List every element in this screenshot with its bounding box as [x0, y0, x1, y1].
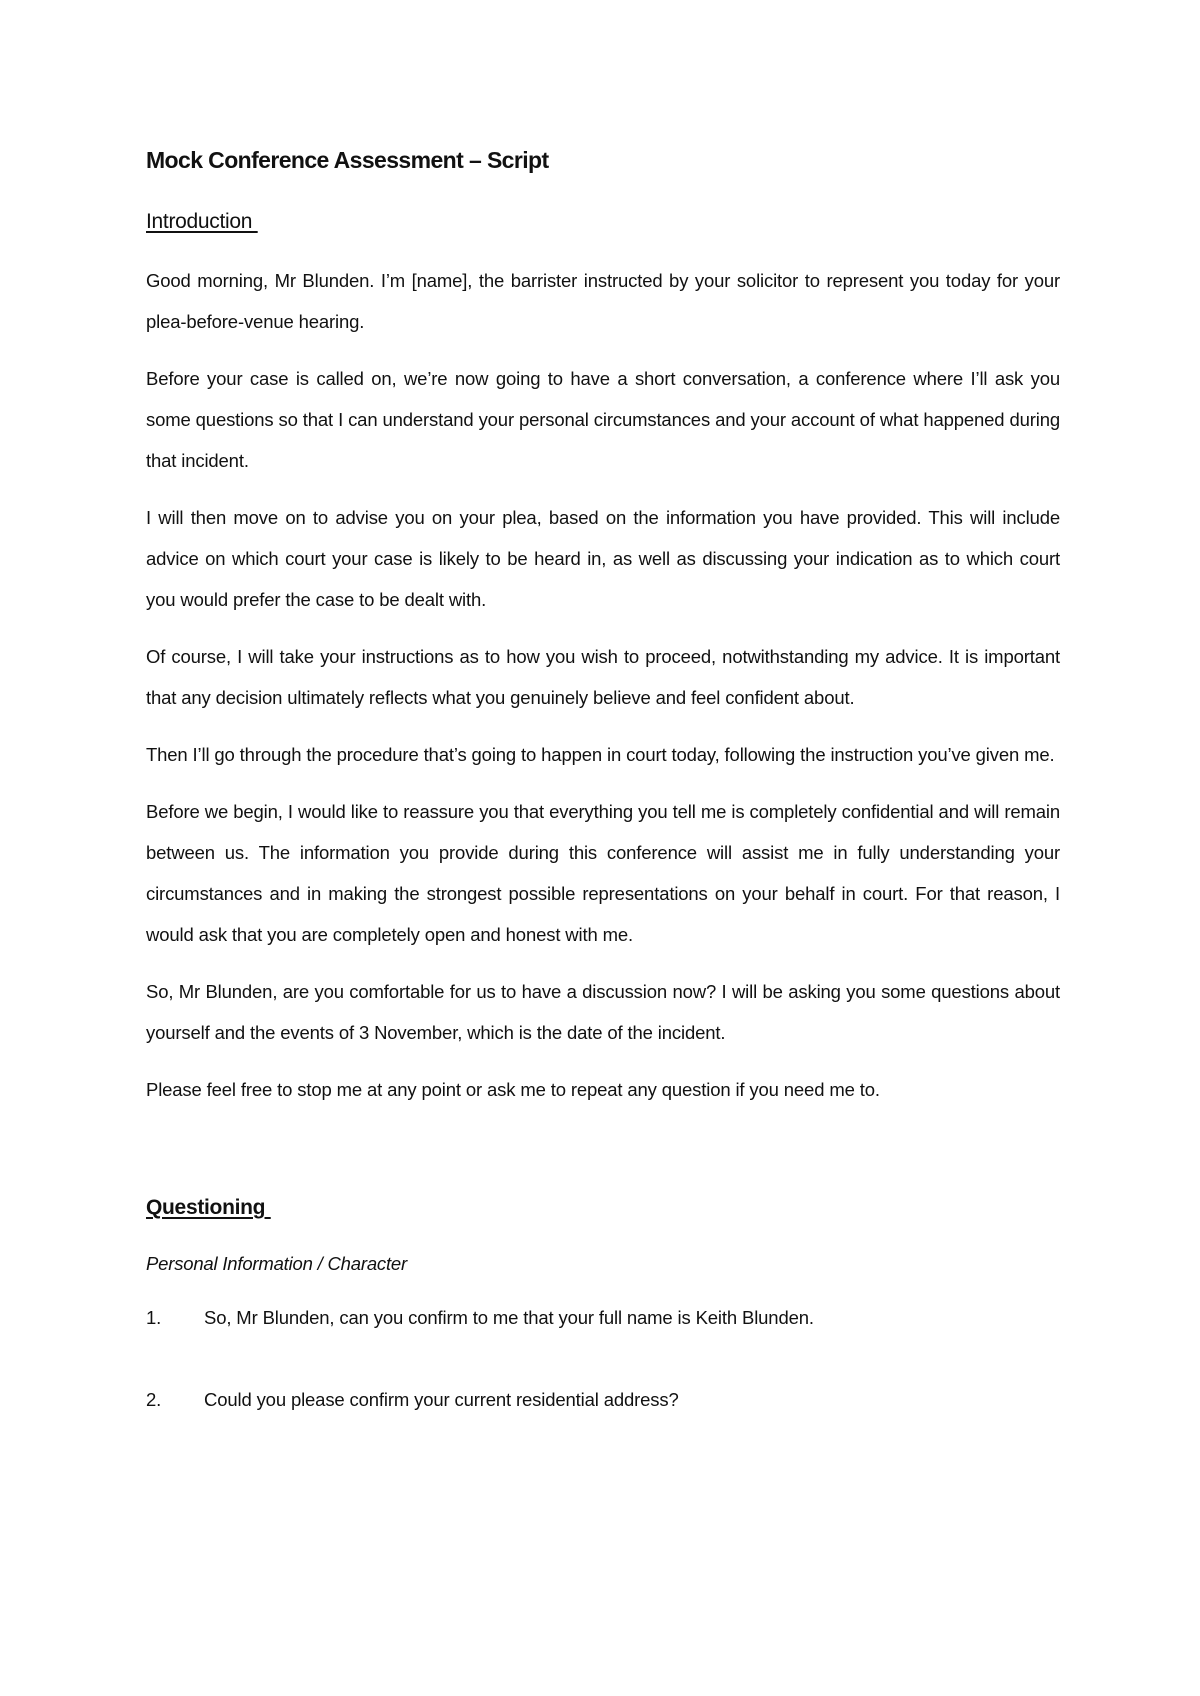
document-body: [146, 142, 1060, 1464]
intro-paragraph-8: Please feel free to stop me at any point or ask me to repeat any question if you need me to.: [146, 1079, 880, 1100]
intro-paragraph-2: Before your case is called on, we’re now going to have a short conversation, a conference where I’ll ask you some questions so that I can understand your personal circumstances and your account of what happened during that incident.: [146, 368, 1060, 471]
intro-paragraph-5: Then I’ll go through the procedure that’s going to happen in court today, following the instruction you’ve given me.: [146, 744, 1055, 765]
question-item: [146, 1382, 1060, 1418]
question-text: So, Mr Blunden, can you confirm to me that your full name is Keith Blunden.: [204, 1307, 814, 1328]
intro-paragraph-7: So, Mr Blunden, are you comfortable for us to have a discussion now? I will be asking you some questions about yourself and the events of 3 November, which is the date of the incident.: [146, 981, 1060, 1043]
section-spacer: [146, 1126, 1060, 1190]
question-item: [146, 1300, 1060, 1336]
intro-paragraph-3: I will then move on to advise you on your plea, based on the information you have provided. This will include advice on which court your case is likely to be heard in, as well as discussing your indication as to which court you would prefer the case to be dealt with.: [146, 507, 1060, 610]
intro-paragraph-4: Of course, I will take your instructions as to how you wish to proceed, notwithstanding my advice. It is important that any decision ultimately reflects what you genuinely believe and feel confident about.: [146, 646, 1060, 708]
intro-paragraph-6: Before we begin, I would like to reassure you that everything you tell me is completely confidential and will remain between us. The information you provide during this conference will assist me in fully understanding your circumstances and in making the strongest possible representations on your behalf in court. For that reason, I would ask that you are completely open and honest with me.: [146, 801, 1060, 945]
introduction-heading: Introduction: [146, 210, 258, 233]
document-title: Mock Conference Assessment – Script: [146, 147, 549, 173]
personal-information-subheading: Personal Information / Character: [146, 1253, 407, 1274]
intro-paragraph-1: Good morning, Mr Blunden. I’m [name], the barrister instructed by your solicitor to represent you today for your plea-before-venue hearing.: [146, 270, 1060, 332]
questioning-heading: Questioning: [146, 1196, 271, 1219]
question-number: 1.: [146, 1307, 162, 1328]
question-number: 2.: [146, 1389, 162, 1410]
question-text: Could you please confirm your current residential address?: [204, 1389, 679, 1410]
